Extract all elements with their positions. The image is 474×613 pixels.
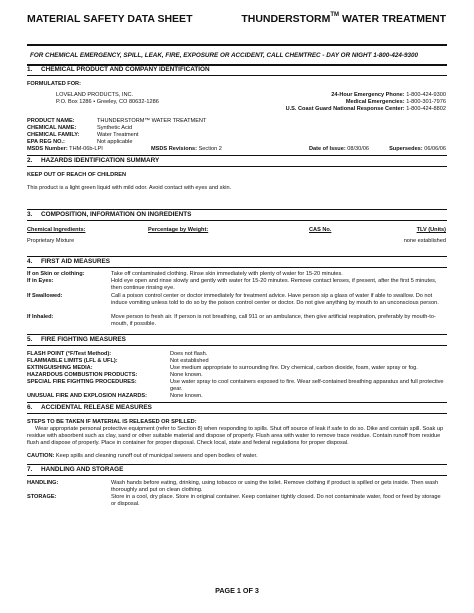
date-of-issue: Date of Issue: 08/30/06: [309, 146, 370, 152]
storage-label: STORAGE:: [27, 494, 57, 500]
flash-point-value: Does not flash.: [170, 351, 208, 357]
special-procedures-label: SPECIAL FIRE FIGHTING PROCEDURES:: [27, 379, 137, 385]
col-header-percentage: Percentage by Weight:: [148, 227, 209, 233]
first-aid-inhaled-label: If Inhaled:: [27, 314, 54, 320]
section-2-heading: 2. HAZARDS IDENTIFICATION SUMMARY: [27, 157, 160, 164]
epa-reg-label: EPA REG NO.:: [27, 139, 65, 145]
chemical-family-value: Water Treatment: [97, 132, 139, 138]
storage-text: Store in a cool, dry place. Store in original container. Keep container tightly closed. Do not contaminate water, food or feed by storage or disposal.: [111, 494, 441, 507]
section-6-rule-top: [27, 402, 447, 403]
section-5-rule: [27, 345, 447, 346]
combustion-products-label: HAZARDOUS COMBUSTION PRODUCTS:: [27, 372, 138, 378]
ingredient-name: Proprietary Mixture: [27, 238, 75, 244]
handling-text: Wash hands before eating, drinking, using tobacco or using the toilet. Remove clothing if product is spilled or gets inside. Then wash thoroughly and put on clean clothing.: [111, 480, 439, 493]
combustion-products-value: None known.: [170, 372, 203, 378]
section-5-rule-top: [27, 334, 447, 335]
product-title: [241, 13, 446, 25]
supersedes: Supersedes: 06/06/06: [389, 146, 446, 152]
phone-medical: Medical Emergencies: 1-800-301-7976: [345, 99, 446, 105]
section-6-rule: [27, 413, 447, 414]
formulated-label: FORMULATED FOR:: [27, 81, 81, 87]
chemical-name-value: Synthetic Acid: [97, 125, 133, 131]
document-title: MATERIAL SAFETY DATA SHEET: [27, 13, 193, 25]
first-aid-eyes-label: If in Eyes:: [27, 278, 54, 284]
section-3-rule: [27, 220, 447, 221]
extinguishing-media-label: EXTINGUISHING MEDIA:: [27, 365, 93, 371]
first-aid-eyes-text: Hold eye open and rinse slowly and gently with water for 15-20 minutes. Remove contact lenses, if present, after the first 5 minutes, then continue rinsing eye.: [111, 278, 437, 291]
page-number: PAGE 1 OF 3: [215, 586, 259, 595]
section-7-rule: [27, 475, 447, 476]
product-title-tail: WATER TREATMENT: [339, 13, 446, 25]
unusual-hazards-value: None known.: [170, 393, 203, 399]
company-address: P.O. Box 1286 • Greeley, CO 80632-1286: [56, 99, 159, 105]
phone-emergency: 24-Hour Emergency Phone: 1-800-424-9300: [331, 92, 446, 98]
flammable-limits-value: Not established: [170, 358, 209, 364]
product-name-label: PRODUCT NAME:: [27, 118, 75, 124]
section-7-rule-top: [27, 464, 447, 465]
hazard-description: This product is a light green liquid with mild odor. Avoid contact with eyes and skin.: [27, 185, 232, 191]
section-2-rule-top: [27, 155, 447, 156]
section-6-heading: 6. ACCIDENTAL RELEASE MEASURES: [27, 404, 152, 411]
msds-number: MSDS Number: THM-06b-LPI: [27, 146, 103, 152]
section-3-rule-top: [27, 209, 447, 210]
first-aid-swallowed-text: Call a poison control center or doctor immediately for treatment advice. Have person sip a glass of water if able to swallow. Do not induce vomiting unless told to do so by the poison control center or doctor. Do not give anything by mouth to an unconscious person.: [111, 293, 439, 306]
section-3-heading: 3. COMPOSITION, INFORMATION ON INGREDIENTS: [27, 211, 192, 218]
unusual-hazards-label: UNUSUAL FIRE AND EXPLOSION HAZARDS:: [27, 393, 147, 399]
first-aid-swallowed-label: If Swallowed:: [27, 293, 63, 299]
phone-coast-guard: U.S. Coast Guard National Response Center: 1-800-424-8802: [285, 106, 446, 112]
spill-steps-text: Wear appropriate personal protective equipment (refer to Section 8) when responding to spills. Shut off source of leak if safe to do so. Dike and contain spill. Soak up residue with absorbent such as clay, sand or other suitable material and dispose of properly. Flush area with water to remove trace residue. Contain runoff from residue flush and dispose of properly. Place in container for proper disposal. Check local, state and federal regulations for proper disposal.: [27, 426, 444, 446]
chemical-family-label: CHEMICAL FAMILY:: [27, 132, 80, 138]
col-header-tlv: TLV (Units): [416, 227, 446, 233]
section-4-rule-top: [27, 256, 447, 257]
keep-out-notice: KEEP OUT OF REACH OF CHILDREN: [27, 172, 127, 178]
flammable-limits-label: FLAMMABLE LIMITS (LFL & UFL):: [27, 358, 118, 364]
caution-note: CAUTION: Keep spills and cleaning runoff out of municipal sewers and open bodies of water.: [27, 453, 258, 459]
header-rule: [27, 44, 447, 46]
section-5-heading: 5. FIRE FIGHTING MEASURES: [27, 336, 126, 343]
flash-point-label: FLASH POINT (°F/Test Method):: [27, 351, 112, 357]
handling-label: HANDLING:: [27, 480, 59, 486]
extinguishing-media-value: Use medium appropriate to surrounding fire. Dry chemical, carbon dioxide, foam, water spray or fog.: [170, 365, 418, 371]
product-title-main: THUNDERSTORM: [241, 13, 331, 25]
first-aid-inhaled-text: Move person to fresh air. If person is not breathing, call 911 or an ambulance, then give artificial respiration, preferably by mouth-to-mouth, if possible.: [111, 314, 436, 327]
section-2-rule: [27, 166, 447, 167]
emergency-line: FOR CHEMICAL EMERGENCY, SPILL, LEAK, FIRE, EXPOSURE OR ACCIDENT, CALL CHEMTREC - DAY OR NIGHT 1-800-424-9300: [30, 52, 419, 59]
section-1-rule: [27, 75, 447, 76]
msds-revisions: MSDS Revisions: Section 2: [151, 146, 222, 152]
section-1-heading: 1. CHEMICAL PRODUCT AND COMPANY IDENTIFICATION: [27, 66, 210, 73]
col-header-cas: CAS No.: [309, 227, 332, 233]
product-name-value: THUNDERSTORM™ WATER TREATMENT: [97, 118, 207, 124]
ingredient-tlv: none established: [403, 238, 446, 244]
chemical-name-label: CHEMICAL NAME:: [27, 125, 77, 131]
col-header-ingredients: Chemical Ingredients:: [27, 227, 86, 233]
first-aid-skin-text: Take off contaminated clothing. Rinse skin immediately with plenty of water for 15-20 minutes.: [111, 271, 343, 277]
section-7-heading: 7. HANDLING AND STORAGE: [27, 466, 124, 473]
company-name: LOVELAND PRODUCTS, INC.: [56, 92, 134, 98]
section-4-rule: [27, 267, 447, 268]
epa-reg-value: Not applicable: [97, 139, 133, 145]
spill-steps-label: STEPS TO BE TAKEN IF MATERIAL IS RELEASED OR SPILLED:: [27, 419, 197, 425]
section-4-heading: 4. FIRST AID MEASURES: [27, 258, 110, 265]
special-procedures-value: Use water spray to cool containers exposed to fire. Wear self-contained breathing apparatus and full protective gear.: [170, 379, 444, 392]
trademark-mark: TM: [330, 12, 340, 18]
first-aid-skin-label: If on Skin or clothing:: [27, 271, 85, 277]
